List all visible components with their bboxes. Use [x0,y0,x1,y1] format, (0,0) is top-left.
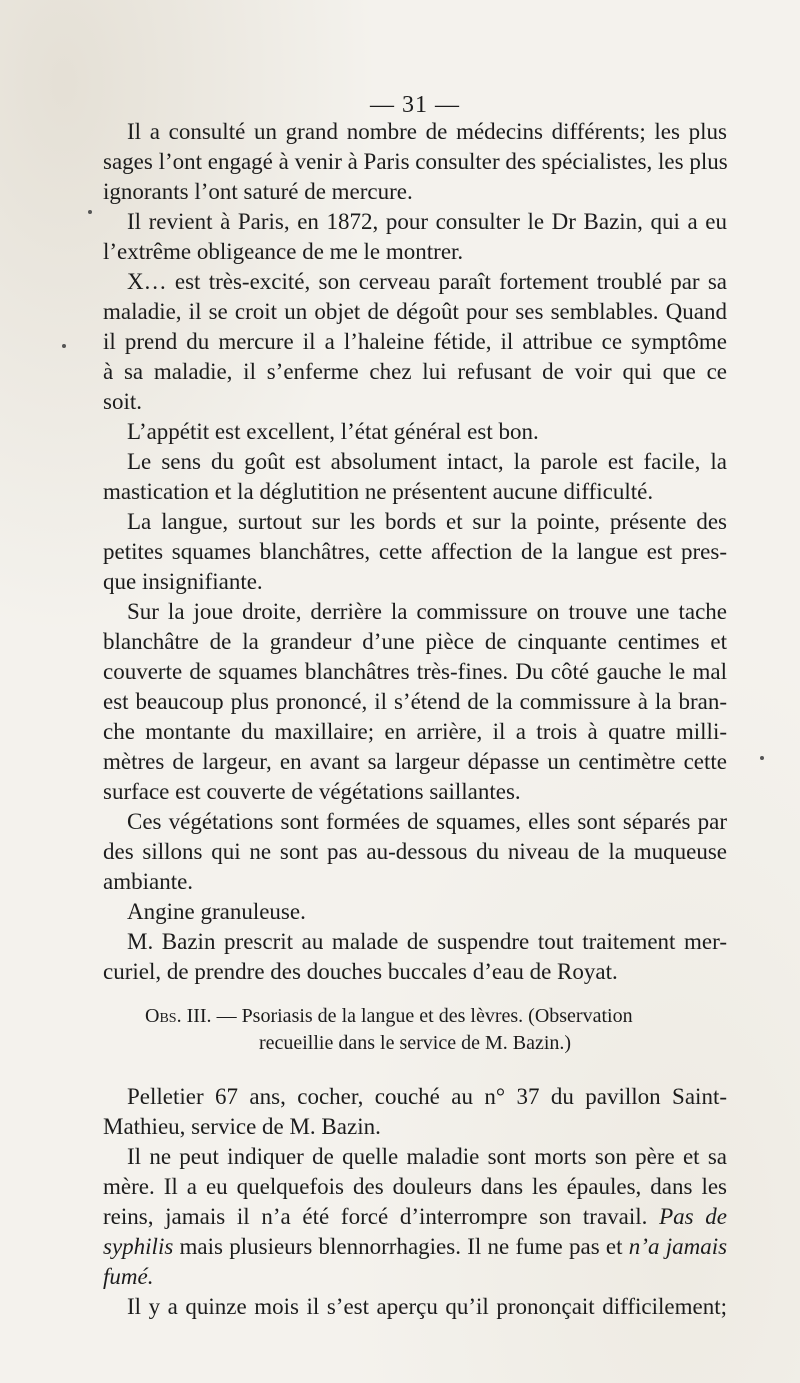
page-number: — 31 — [370,92,460,118]
text-line: sages l’ont engagé à venir à Paris consulter des spécialistes, les plus [103,149,728,174]
text-line: Il revient à Paris, en 1872, pour consulter le Dr Bazin, qui a eu [127,209,727,234]
text-line: couverte de squames blanchâtres très-fines. Du côté gauche le mal [103,659,727,684]
text-line: Sur la joue droite, derrière la commissure on trouve une tache [127,599,727,624]
text-line: X… est très-excité, son cerveau paraît fortement troublé par sa [127,269,727,294]
text-line: maladie, il se croit un objet de dégoût pour ses semblables. Quand [103,299,727,324]
text-line: est beaucoup plus prononcé, il s’étend de la commissure à la bran- [103,689,727,714]
text-line [103,1262,727,1292]
text-line: Il a consulté un grand nombre de médecins différents; les plus [127,119,727,144]
text-line: M. Bazin prescrit au malade de suspendre tout traitement mer- [127,929,727,954]
text-line: Angine granuleuse. [127,899,306,924]
text-line: curiel, de prendre des douches buccales d’eau de Royat. [103,959,618,984]
text-line: Le sens du goût est absolument intact, la parole est facile, la [127,449,727,474]
italic-text: Pas de [659,1204,728,1229]
text-line: petites squames blanchâtres, cette affection de la langue est pres- [103,539,727,564]
text-line: Il y a quinze mois il s’est aperçu qu’il prononçait difficilement; [127,1294,727,1319]
text-line: que insignifiante. [103,569,263,594]
observation-subtitle: recueillie dans le service de M. Bazin.) [258,1032,572,1054]
text-line: La langue, surtout sur les bords et sur la pointe, présente des [127,509,727,534]
italic-text: fumé. [103,1264,154,1289]
text-span: mais plusieurs blennorrhagies. Il ne fume pas et [179,1234,623,1259]
italic-text: syphilis [103,1234,174,1259]
text-line [103,1232,727,1262]
text-line: il prend du mercure il a l’haleine fétide, il attribue ce symptôme [103,329,727,354]
text-line: ignorants l’ont saturé de mercure. [103,179,413,204]
text-line: blanchâtre de la grandeur d’une pièce de cinquante centimes et [103,629,727,654]
text-line: Pelletier 67 ans, cocher, couché au n° 37 du pavillon Saint- [127,1084,727,1109]
text-line: Ces végétations sont formées de squames, elles sont séparés par [127,809,727,834]
text-line: mètres de largeur, en avant sa largeur dépasse un centimètre cette [103,749,727,774]
text-line: l’extrême obligeance de me le montrer. [103,239,464,264]
observation-title: — Psoriasis de la langue et des lèvres. (Observation [216,1005,633,1027]
text-span: reins, jamais il n’a été forcé d’interrompre son travail. [103,1204,648,1229]
text-line: L’appétit est excellent, l’état général est bon. [127,419,539,444]
text-line: ambiante. [103,869,194,894]
text-line: des sillons qui ne sont pas au-dessous du niveau de la muqueuse [103,839,727,864]
text-line: mastication et la déglutition ne présentent aucune difficulté. [103,479,654,504]
text-line: soit. [103,389,142,414]
observation-label: Obs. III. [145,1005,212,1027]
text-line: Mathieu, service de M. Bazin. [103,1114,381,1139]
ink-speck [62,344,66,348]
text-line: mère. Il a eu quelquefois des douleurs dans les épaules, dans les [103,1174,727,1199]
text-line: Il ne peut indiquer de quelle maladie sont morts son père et sa [127,1144,727,1169]
ink-speck [760,756,764,760]
italic-text: n’a jamais [628,1234,728,1259]
observation-heading [103,1003,769,1029]
text-line [103,1202,727,1232]
text-line: surface est couverte de végétations saillantes. [103,779,521,804]
text-line: che montante du maxillaire; en arrière, il a trois à quatre milli- [103,719,727,744]
text-line: à sa maladie, il s’enferme chez lui refusant de voir qui que ce [103,359,727,384]
ink-speck [88,210,92,214]
